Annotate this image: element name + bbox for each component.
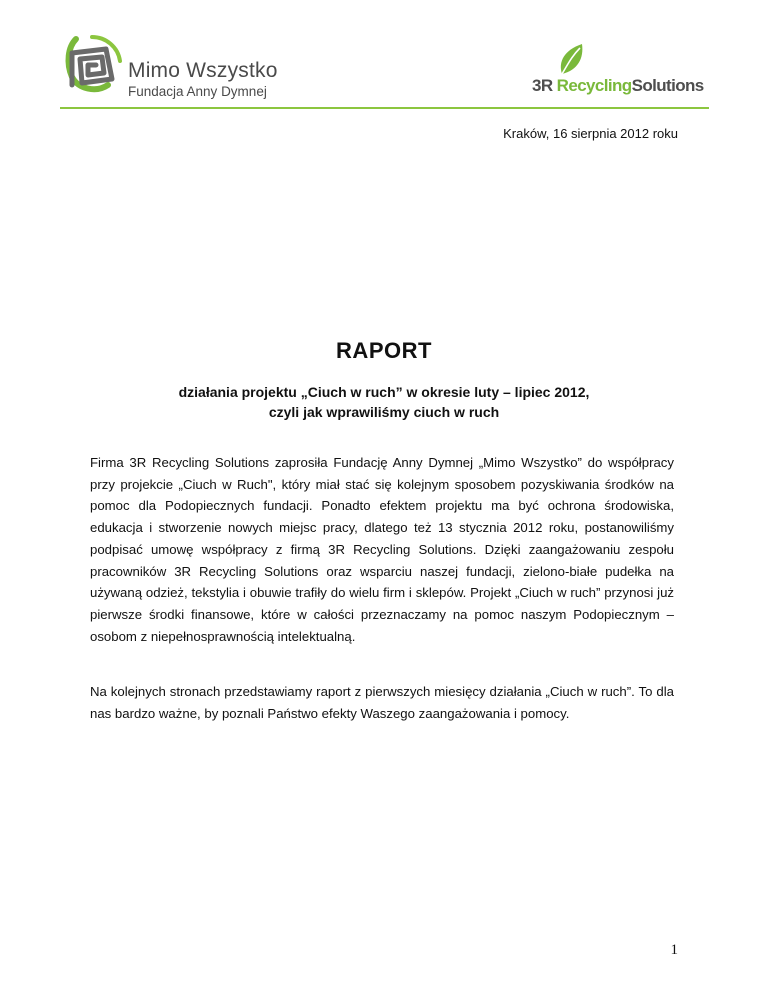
header-divider <box>60 107 709 109</box>
mimo-wszystko-logo <box>62 33 278 99</box>
brand-suffix: Solutions <box>631 76 704 95</box>
dateline: Kraków, 16 sierpnia 2012 roku <box>503 126 678 141</box>
logo-name: Mimo Wszystko <box>128 59 278 82</box>
letterhead <box>0 0 768 112</box>
brand-accent: Recycling <box>556 76 632 95</box>
brand-prefix: 3R <box>532 76 557 95</box>
spiral-logo-icon <box>62 33 124 95</box>
body-paragraph: Na kolejnych stronach przedstawiamy raport z pierwszych miesięcy działania „Ciuch w ruch”. To dla nas bardzo ważne, by poznali Państwo efekty Waszego zaangażowania i pomocy. <box>90 684 674 721</box>
document-subtitle-line1: działania projektu „Ciuch w ruch” w okresie luty – lipiec 2012, <box>178 384 590 400</box>
document-subtitle-line2: czyli jak wprawiliśmy ciuch w ruch <box>268 404 500 420</box>
brand-wordmark <box>532 76 704 96</box>
page-number: 1 <box>670 942 678 958</box>
logo-subtitle: Fundacja Anny Dymnej <box>128 84 267 99</box>
body-paragraph: Firma 3R Recycling Solutions zaprosiła Fundację Anny Dymnej „Mimo Wszystko” do współpracy przy projekcie „Ciuch w Ruch", który miał stać się kolejnym sposobem pozyskiwania środków na pomoc dla Podopiecznych fundacji. Ponadto efektem projektu ma być ochrona środowiska, edukacja i stworzenie nowych miejsc pracy, dlatego też 13 stycznia 2012 roku, postanowiliśmy podpisać umowę współpracy z firmą 3R Recycling Solutions. Dzięki zaangażowaniu zespołu pracowników 3R Recycling Solutions oraz wsparciu naszej fundacji, zielono-białe pudełka na używaną odzież, tekstylia i obuwie trafiły do wielu firm i sklepów. Projekt „Ciuch w ruch” przynosi już pierwsze środki finansowe, które w całości przeznaczamy na pomoc naszym Podopiecznym – osobom z niepełnosprawnością intelektualną. <box>90 455 674 644</box>
3r-recycling-logo <box>532 42 712 98</box>
leaf-icon <box>554 42 588 76</box>
document-title: RAPORT <box>336 338 432 363</box>
